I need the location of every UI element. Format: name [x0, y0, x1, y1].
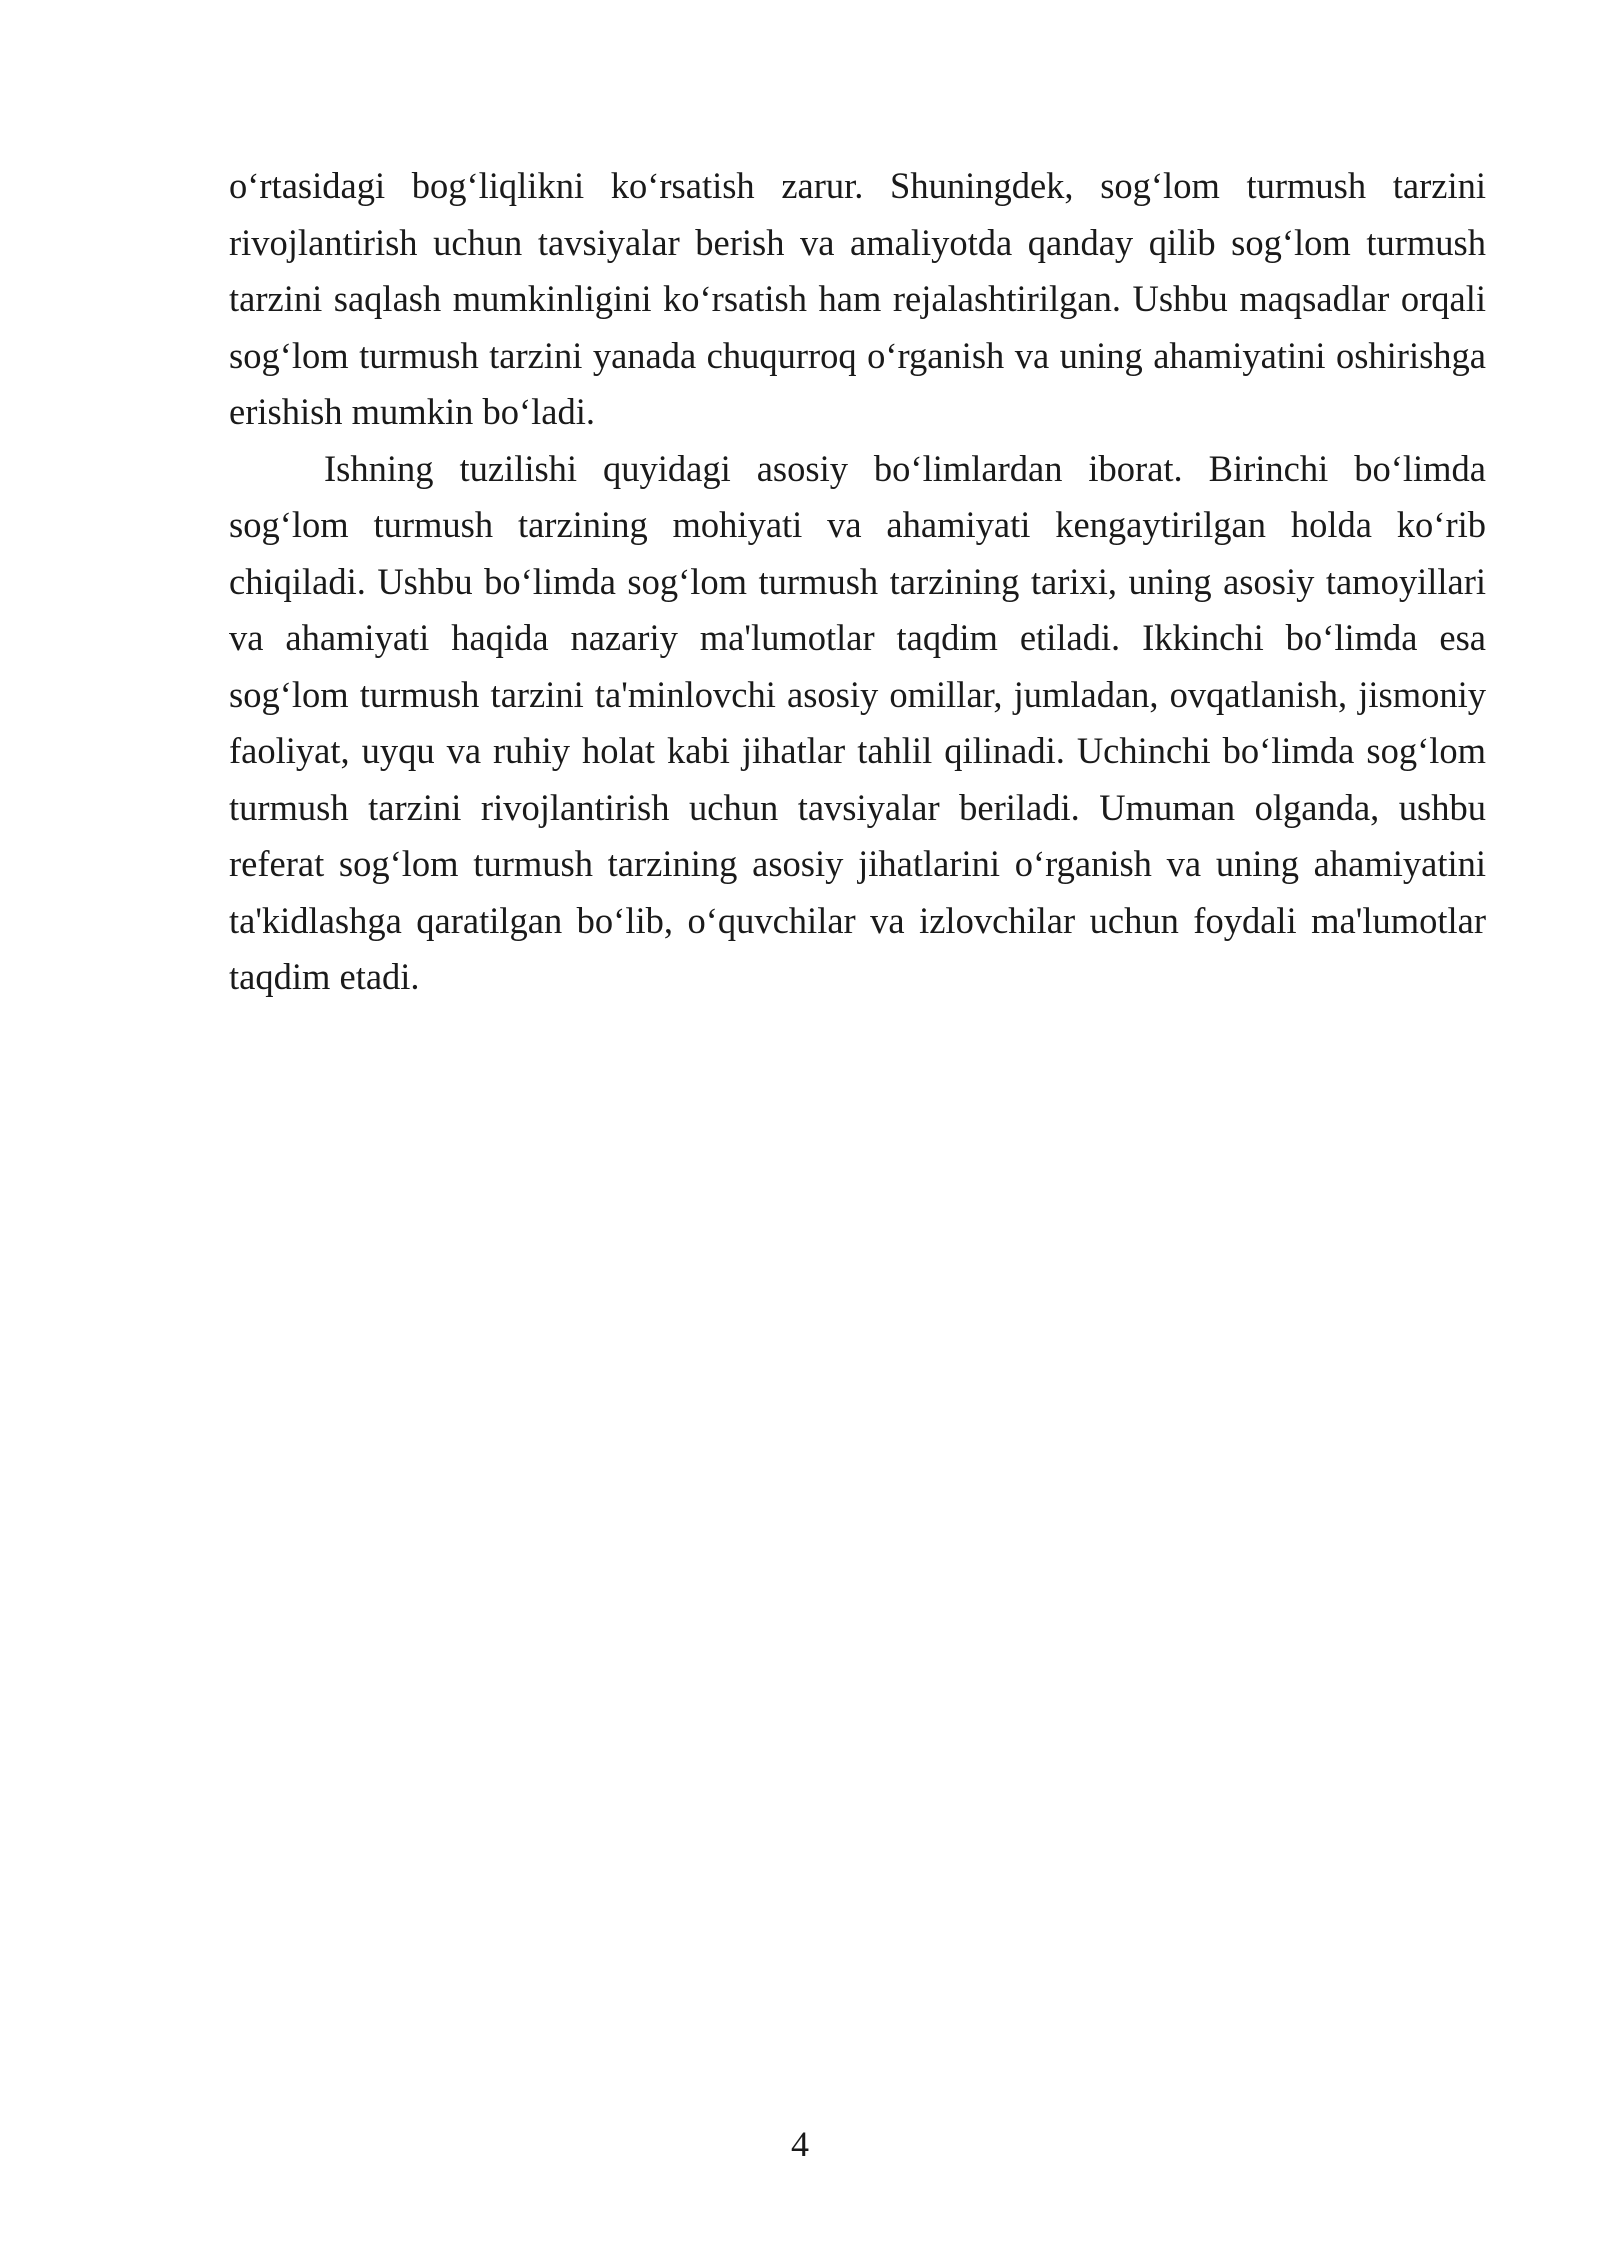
paragraph-structure: Ishning tuzilishi quyidagi asosiy bo‘limlardan iborat. Birinchi bo‘limda sog‘lom turmush tarzining mohiyati va ahamiyati kengaytirilgan holda ko‘rib chiqiladi. Ushbu bo‘limda sog‘lom turmush tarzining tarixi, uning asosiy tamoyillari va ahamiyati haqida nazariy ma'lumotlar taqdim etiladi. Ikkinchi bo‘limda esa sog‘lom turmush tarzini ta'minlovchi asosiy omillar, jumladan, ovqatlanish, jismoniy faoliyat, uyqu va ruhiy holat kabi jihatlar tahlil qilinadi. Uchinchi bo‘limda sog‘lom turmush tarzini rivojlantirish uchun tavsiyalar beriladi. Umuman olganda, ushbu referat sog‘lom turmush tarzining asosiy jihatlarini o‘rganish va uning ahamiyatini ta'kidlashga qaratilgan bo‘lib, o‘quvchilar va izlovchilar uchun foydali ma'lumotlar taqdim etadi.: [229, 447, 1486, 997]
page-number: 4: [791, 2124, 809, 2164]
body-text: [229, 158, 1486, 1006]
paragraph-continuation: o‘rtasidagi bog‘liqlikni ko‘rsatish zarur. Shuningdek, sog‘lom turmush tarzini rivojlantirish uchun tavsiyalar berish va amaliyotda qanday qilib sog‘lom turmush tarzini saqlash mumkinligini ko‘rsatish ham rejalashtirilgan. Ushbu maqsadlar orqali sog‘lom turmush tarzini yanada chuqurroq o‘rganish va uning ahamiyatini oshirishga erishish mumkin bo‘ladi.: [229, 165, 1486, 432]
